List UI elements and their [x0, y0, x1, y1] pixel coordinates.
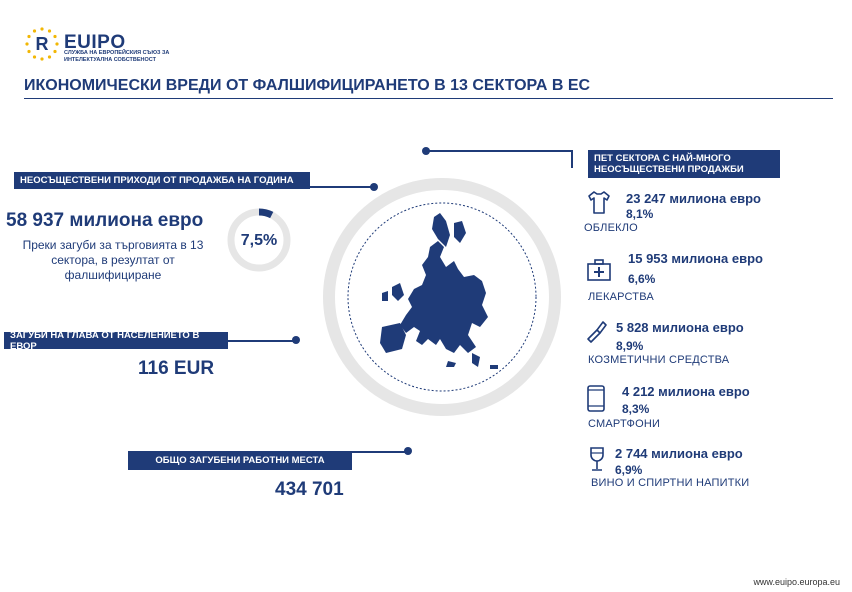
revenue-label: НЕОСЪЩЕСТВЕНИ ПРИХОДИ ОТ ПРОДАЖБА НА ГОДИНА	[14, 172, 310, 189]
sector-value: 15 953 милиона евро	[628, 251, 763, 266]
tshirt-icon	[585, 188, 613, 216]
connector-line	[310, 186, 374, 188]
top-sectors-label: ПЕТ СЕКТОРА С НАЙ-МНОГО НЕОСЪЩЕСТВЕНИ ПРОДАЖБИ	[588, 150, 780, 178]
sector-percent: 8,9%	[616, 339, 644, 353]
sector-value: 5 828 милиона евро	[616, 320, 744, 335]
revenue-percent: 7,5%	[240, 232, 278, 249]
page-title: ИКОНОМИЧЕСКИ ВРЕДИ ОТ ФАЛШИФИЦИРАНЕТО В 13 СЕКТОРА В ЕС	[24, 77, 591, 94]
euipo-logo-icon	[24, 26, 60, 62]
logo-subtitle: СЛУЖБА НА ЕВРОПЕЙСКИЯ СЪЮЗ ЗА ИНТЕЛЕКТУАЛНА СОБСТВЕНОСТ	[64, 50, 170, 63]
medicine-kit-icon	[585, 256, 613, 284]
sector-name: ОБЛЕКЛО	[584, 222, 638, 234]
sector-name: КОЗМЕТИЧНИ СРЕДСТВА	[588, 354, 730, 366]
sector-value: 2 744 милиона евро	[615, 446, 743, 461]
eu-map-icon	[380, 213, 498, 369]
jobs-label: ОБЩО ЗАГУБЕНИ РАБОТНИ МЕСТА	[128, 451, 352, 470]
svg-text:R: R	[35, 34, 49, 54]
connector-dot	[370, 183, 378, 191]
sector-percent: 6,6%	[628, 272, 656, 286]
per-capita-value: 116 EUR	[138, 358, 215, 379]
revenue-percent-arc	[259, 212, 272, 215]
sector-name: СМАРТФОНИ	[588, 418, 661, 430]
sector-value: 4 212 милиона евро	[622, 384, 750, 399]
per-capita-label: ЗАГУБИ НА ГЛАВА ОТ НАСЕЛЕНИЕТО В ЕВОР	[4, 332, 228, 349]
connector-line	[228, 340, 296, 342]
connector-line	[428, 150, 572, 152]
revenue-value: 58 937 милиона евро	[6, 210, 204, 231]
lipstick-icon	[583, 318, 611, 346]
eu-map-ring	[322, 177, 562, 417]
sector-value: 23 247 милиона евро	[626, 191, 761, 206]
sector-percent: 6,9%	[615, 463, 643, 477]
revenue-description: Преки загуби за търговията в 13 сектора, в резултат от фалшифициране	[22, 238, 204, 282]
logo-wordmark: EUIPO	[64, 32, 126, 53]
footer-url[interactable]: www.euipo.europa.eu	[753, 577, 840, 587]
title-divider	[24, 98, 833, 99]
connector-dot	[404, 447, 412, 455]
connector-line	[571, 150, 573, 168]
sector-name: ВИНО И СПИРТНИ НАПИТКИ	[591, 477, 750, 489]
sector-percent: 8,3%	[622, 402, 650, 416]
sector-percent: 8,1%	[626, 207, 654, 221]
connector-dot	[292, 336, 300, 344]
jobs-value: 434 701	[275, 479, 344, 500]
sector-name: ЛЕКАРСТВА	[588, 291, 654, 303]
connector-line	[352, 451, 408, 453]
smartphone-icon	[582, 384, 610, 412]
wine-glass-icon	[583, 445, 611, 473]
